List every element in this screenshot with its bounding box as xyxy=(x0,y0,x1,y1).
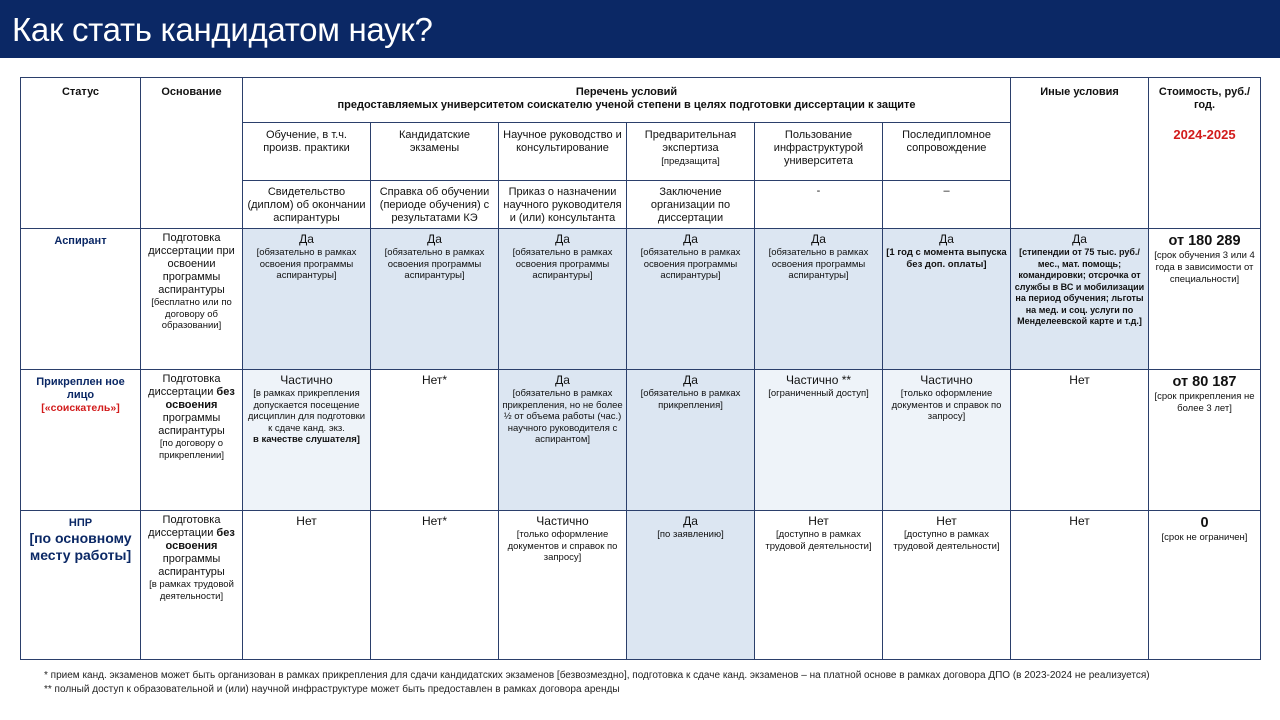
header-conditions-title: Перечень условий xyxy=(575,86,678,98)
header-basis: Основание xyxy=(141,78,243,229)
col-title-expertise-note: [предзащита] xyxy=(661,156,720,167)
cell-note: [обязательно в рамках освоения программы аспирантуры] xyxy=(768,247,869,281)
col-title-supervision: Научное руководство и консультирование xyxy=(499,123,627,181)
cell-value: Частично xyxy=(536,514,589,528)
cell-value: Да xyxy=(939,232,954,246)
cell-value: Да xyxy=(683,373,698,387)
cell-value: Нет xyxy=(296,514,317,528)
cell-attached-postgrad xyxy=(883,370,1011,511)
cell-value: Нет xyxy=(1069,514,1090,528)
header-conditions xyxy=(243,78,1011,123)
cell-npr-training xyxy=(243,511,371,660)
status-label: НПР xyxy=(68,517,93,529)
cell-note: [в рамках прикрепления допускается посещение дисциплин для подготовки к сдаче канд. экз. xyxy=(247,388,366,434)
cell-aspirant-training xyxy=(243,229,371,370)
cell-note: [только оформление документов и справок по запросу] xyxy=(891,388,1002,422)
cell-note: [доступно в рамках трудовой деятельности] xyxy=(765,529,872,552)
cell-value: Нет xyxy=(1069,373,1090,387)
status-note: [по основному месту работы] xyxy=(29,530,132,563)
basis-aspirant xyxy=(141,229,243,370)
col-title-training: Обучение, в т.ч. произв. практики xyxy=(243,123,371,181)
col-doc-supervision: Приказ о назначении научного руководителя и (или) консультанта xyxy=(499,181,627,229)
basis-note: [в рамках трудовой деятельности] xyxy=(149,579,234,602)
cell-value: Частично xyxy=(280,373,333,387)
cell-note: [обязательно в рамках освоения программы аспирантуры] xyxy=(512,247,613,281)
col-doc-infrastructure: - xyxy=(755,181,883,229)
header-cost-label: Стоимость, руб./год. xyxy=(1158,86,1251,111)
cell-npr-postgrad xyxy=(883,511,1011,660)
basis-bold: без освоения xyxy=(165,527,235,552)
cost-value: 0 xyxy=(1200,515,1209,531)
cell-note: [только оформление документов и справок по запросу] xyxy=(507,529,618,563)
cell-note: [обязательно в рамках прикрепления] xyxy=(640,388,741,411)
cell-npr-cost xyxy=(1149,511,1261,660)
cell-attached-supervision xyxy=(499,370,627,511)
header-cost xyxy=(1149,78,1261,229)
cell-npr-infrastructure xyxy=(755,511,883,660)
cell-value: Да xyxy=(811,232,826,246)
footnote-1: * прием канд. экзаменов может быть организован в рамках прикрепления для сдачи кандидатских экзаменов [безвозмездно], подготовка к сдаче канд. экзаменов – на платной основе в рамках договора ДПО (в 2023-2024 не реализуется) xyxy=(44,670,1150,681)
col-title-expertise-label: Предварительная экспертиза xyxy=(644,129,737,154)
col-doc-exams: Справка об обучении (периоде обучения) с результатами КЭ xyxy=(371,181,499,229)
status-aspirant: Аспирант xyxy=(21,229,141,370)
cost-value: от 180 289 xyxy=(1168,233,1241,249)
cell-note: [доступно в рамках трудовой деятельности] xyxy=(893,529,1000,552)
footnotes xyxy=(44,669,1150,697)
cell-attached-training xyxy=(243,370,371,511)
cell-value: Да xyxy=(555,373,570,387)
cell-note-bold: в качестве слушателя] xyxy=(253,434,360,445)
status-npr xyxy=(21,511,141,660)
conditions-table xyxy=(20,77,1261,660)
basis-tail: программы аспирантуры xyxy=(158,412,225,437)
cell-value: Нет xyxy=(936,514,957,528)
basis-note: [по договору о прикреплении] xyxy=(159,438,224,461)
cell-aspirant-supervision xyxy=(499,229,627,370)
cell-note: [обязательно в рамках освоения программы аспирантуры] xyxy=(384,247,485,281)
cell-npr-supervision xyxy=(499,511,627,660)
cost-note: [срок прикрепления не более 3 лет] xyxy=(1154,391,1255,414)
cell-value: Да xyxy=(683,232,698,246)
cell-attached-exams xyxy=(371,370,499,511)
status-attached xyxy=(21,370,141,511)
basis-text: Подготовка диссертации xyxy=(148,373,221,398)
cell-aspirant-infrastructure xyxy=(755,229,883,370)
cell-value: Нет xyxy=(808,514,829,528)
footnote-2: ** полный доступ к образовательной и (или) научной инфраструктуре может быть предоставлен в рамках договора аренды xyxy=(44,684,620,695)
cell-npr-expertise xyxy=(627,511,755,660)
col-doc-expertise: Заключение организации по диссертации xyxy=(627,181,755,229)
col-title-expertise xyxy=(627,123,755,181)
col-title-infrastructure: Пользование инфраструктурой университета xyxy=(755,123,883,181)
cell-note: [стипендии от 75 тыс. руб./мес., мат. помощь; командировки; отсрочка от службы в ВС и мобилизации на период обучения; льготы на мед. и соц. услуги по Менделеевской карте и т.д.] xyxy=(1014,247,1145,326)
cell-note: [обязательно в рамках освоения программы аспирантуры] xyxy=(256,247,357,281)
header-status: Статус xyxy=(21,78,141,229)
table-row-aspirant xyxy=(21,229,1261,370)
cell-attached-other xyxy=(1011,370,1149,511)
cell-attached-expertise xyxy=(627,370,755,511)
cell-npr-exams xyxy=(371,511,499,660)
basis-note: [бесплатно или по договору об образовании] xyxy=(151,297,232,331)
cell-aspirant-other xyxy=(1011,229,1149,370)
cell-note: [обязательно в рамках освоения программы аспирантуры] xyxy=(640,247,741,281)
cell-npr-other xyxy=(1011,511,1149,660)
col-title-exams: Кандидатские экзамены xyxy=(371,123,499,181)
table-row-attached xyxy=(21,370,1261,511)
basis-npr xyxy=(141,511,243,660)
cost-value: от 80 187 xyxy=(1172,374,1237,390)
table-row-npr xyxy=(21,511,1261,660)
cell-value: Нет* xyxy=(421,514,448,528)
col-doc-training: Свидетельство (диплом) об окончании аспирантуры xyxy=(243,181,371,229)
cell-value: Да xyxy=(427,232,442,246)
title-bar xyxy=(0,0,1280,58)
basis-text: Подготовка диссертации xyxy=(148,514,221,539)
cell-attached-infrastructure xyxy=(755,370,883,511)
cell-aspirant-cost xyxy=(1149,229,1261,370)
header-year: 2024-2025 xyxy=(1173,127,1236,142)
cell-value: Частично xyxy=(920,373,973,387)
cell-aspirant-exams xyxy=(371,229,499,370)
cell-value: Да xyxy=(299,232,314,246)
cell-value: Да xyxy=(683,514,698,528)
cell-note: [ограниченный доступ] xyxy=(768,388,869,399)
cell-value: Нет* xyxy=(421,373,448,387)
page-title: Как стать кандидатом наук? xyxy=(12,11,433,48)
header-conditions-subtitle: предоставляемых университетом соискателю ученой степени в целях подготовки диссертации к защите xyxy=(337,99,916,111)
col-doc-postgrad: – xyxy=(883,181,1011,229)
cell-value: Да xyxy=(1072,232,1087,246)
cost-note: [срок не ограничен] xyxy=(1161,532,1248,543)
col-title-postgrad: Последипломное сопровождение xyxy=(883,123,1011,181)
status-label: Прикреплен ное лицо xyxy=(36,376,125,401)
cell-aspirant-expertise xyxy=(627,229,755,370)
status-note: [«соискатель»] xyxy=(41,402,120,414)
basis-tail: программы аспирантуры xyxy=(158,553,225,578)
header-other: Иные условия xyxy=(1011,78,1149,229)
cell-note: [по заявлению] xyxy=(657,529,724,540)
cell-aspirant-postgrad xyxy=(883,229,1011,370)
basis-text: Подготовка диссертации при освоении программы аспирантуры xyxy=(148,232,235,296)
basis-bold: без освоения xyxy=(165,386,235,411)
cell-note: [1 год с момента выпуска без доп. оплаты] xyxy=(886,247,1007,270)
cell-value: Частично ** xyxy=(785,373,852,387)
cell-note: [обязательно в рамках прикрепления, но не более ½ от объема работы (час.) научного руководителя с аспирантом] xyxy=(502,388,623,445)
cell-value: Да xyxy=(555,232,570,246)
cost-note: [срок обучения 3 или 4 года в зависимости от специальности] xyxy=(1154,250,1255,285)
basis-attached xyxy=(141,370,243,511)
cell-attached-cost xyxy=(1149,370,1261,511)
